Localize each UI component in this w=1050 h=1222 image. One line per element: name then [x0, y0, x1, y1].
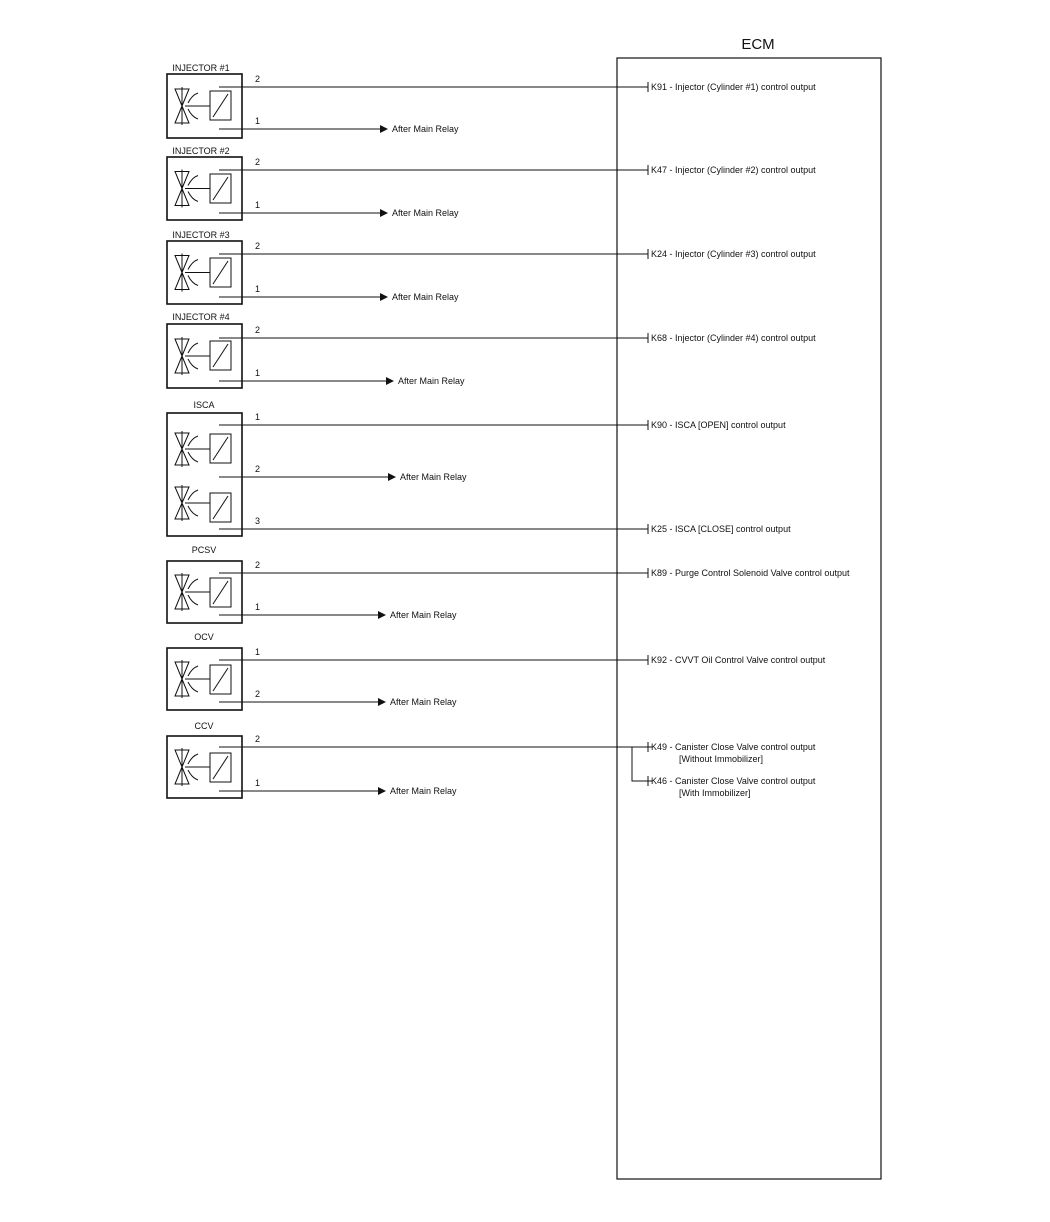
- ocv-pin-number: 1: [255, 647, 261, 657]
- injector-4-ecm-terminal: K68 - Injector (Cylinder #4) control output: [651, 333, 816, 343]
- isca-label: ISCA: [193, 400, 215, 410]
- arrow-right-icon: [378, 698, 386, 706]
- injector-3-ecm-terminal: K24 - Injector (Cylinder #3) control output: [651, 249, 816, 259]
- injector-1-pin-number: 2: [255, 74, 261, 84]
- injector-3-pin-number: 2: [255, 241, 261, 251]
- ocv-relay-label: After Main Relay: [390, 697, 457, 707]
- injector-1-relay-label: After Main Relay: [392, 124, 459, 134]
- injector-4-pin-number: 1: [255, 368, 261, 378]
- component-pcsv: [167, 545, 850, 623]
- ccv-pin-1: [219, 778, 457, 796]
- isca-ecm-terminal: K90 - ISCA [OPEN] control output: [651, 420, 786, 430]
- arrow-right-icon: [378, 611, 386, 619]
- injector-4-relay-label: After Main Relay: [398, 376, 465, 386]
- pcsv-label: PCSV: [191, 545, 217, 555]
- arrow-right-icon: [380, 293, 388, 301]
- isca-pin-2: [219, 464, 467, 482]
- ccv-label: CCV: [194, 721, 214, 731]
- injector-3-pin-1: [219, 284, 459, 302]
- injector-4-label: INJECTOR #4: [172, 312, 230, 322]
- injector-2-pin-1: [219, 200, 459, 218]
- pcsv-relay-label: After Main Relay: [390, 610, 457, 620]
- ccv-ecm-terminal-note: [Without Immobilizer]: [679, 754, 764, 764]
- injector-2-pin-number: 1: [255, 200, 261, 210]
- isca-pin-number: 2: [255, 464, 261, 474]
- injector-3-pin-number: 1: [255, 284, 261, 294]
- component-injector-3: [167, 230, 816, 304]
- injector-4-pin-number: 2: [255, 325, 261, 335]
- arrow-right-icon: [380, 125, 388, 133]
- ccv-pin-number: 2: [255, 734, 261, 744]
- component-isca: [167, 400, 791, 536]
- component-injector-1: [167, 63, 816, 138]
- ccv-ecm-terminal-alt: K46 - Canister Close Valve control output: [651, 776, 816, 786]
- injector-2-pin-number: 2: [255, 157, 261, 167]
- pcsv-pin-number: 2: [255, 560, 261, 570]
- component-ocv: [167, 632, 826, 710]
- pcsv-pin-number: 1: [255, 602, 261, 612]
- ocv-pin-2: [219, 689, 457, 707]
- injector-4-pin-1: [219, 368, 465, 386]
- isca-pin-number: 1: [255, 412, 261, 422]
- injector-3-pin-2: [219, 241, 816, 259]
- component-ccv: [167, 721, 816, 798]
- injector-3-relay-label: After Main Relay: [392, 292, 459, 302]
- isca-relay-label: After Main Relay: [400, 472, 467, 482]
- injector-1-pin-2: [219, 74, 816, 92]
- ecm-title: ECM: [741, 36, 775, 53]
- isca-pin-3: [219, 516, 791, 534]
- injector-2-label: INJECTOR #2: [172, 146, 230, 156]
- components-layer: [167, 63, 850, 798]
- ccv-ecm-terminal: K49 - Canister Close Valve control output: [651, 742, 816, 752]
- arrow-right-icon: [386, 377, 394, 385]
- ccv-relay-label: After Main Relay: [390, 786, 457, 796]
- ccv-pin-2: [219, 734, 816, 798]
- ccv-pin-number: 1: [255, 778, 261, 788]
- injector-2-ecm-terminal: K47 - Injector (Cylinder #2) control output: [651, 165, 816, 175]
- injector-1-pin-1: [219, 116, 459, 134]
- ccv-ecm-terminal-alt-note: [With Immobilizer]: [679, 788, 751, 798]
- injector-1-ecm-terminal: K91 - Injector (Cylinder #1) control output: [651, 82, 816, 92]
- arrow-right-icon: [378, 787, 386, 795]
- ocv-pin-number: 2: [255, 689, 261, 699]
- isca-ecm-terminal: K25 - ISCA [CLOSE] control output: [651, 524, 791, 534]
- ocv-ecm-terminal: K92 - CVVT Oil Control Valve control output: [651, 655, 826, 665]
- isca-pin-number: 3: [255, 516, 261, 526]
- injector-4-pin-2: [219, 325, 816, 343]
- arrow-right-icon: [388, 473, 396, 481]
- pcsv-ecm-terminal: K89 - Purge Control Solenoid Valve control output: [651, 568, 850, 578]
- injector-3-label: INJECTOR #3: [172, 230, 230, 240]
- injector-2-pin-2: [219, 157, 816, 175]
- ecm-box: [617, 58, 881, 1179]
- ocv-label: OCV: [194, 632, 214, 642]
- isca-pin-1: [219, 412, 786, 430]
- arrow-right-icon: [380, 209, 388, 217]
- component-injector-2: [167, 146, 816, 220]
- component-injector-4: [167, 312, 816, 388]
- ocv-pin-1: [219, 647, 826, 665]
- injector-2-relay-label: After Main Relay: [392, 208, 459, 218]
- injector-1-label: INJECTOR #1: [172, 63, 230, 73]
- pcsv-pin-2: [219, 560, 850, 578]
- injector-1-pin-number: 1: [255, 116, 261, 126]
- pcsv-pin-1: [219, 602, 457, 620]
